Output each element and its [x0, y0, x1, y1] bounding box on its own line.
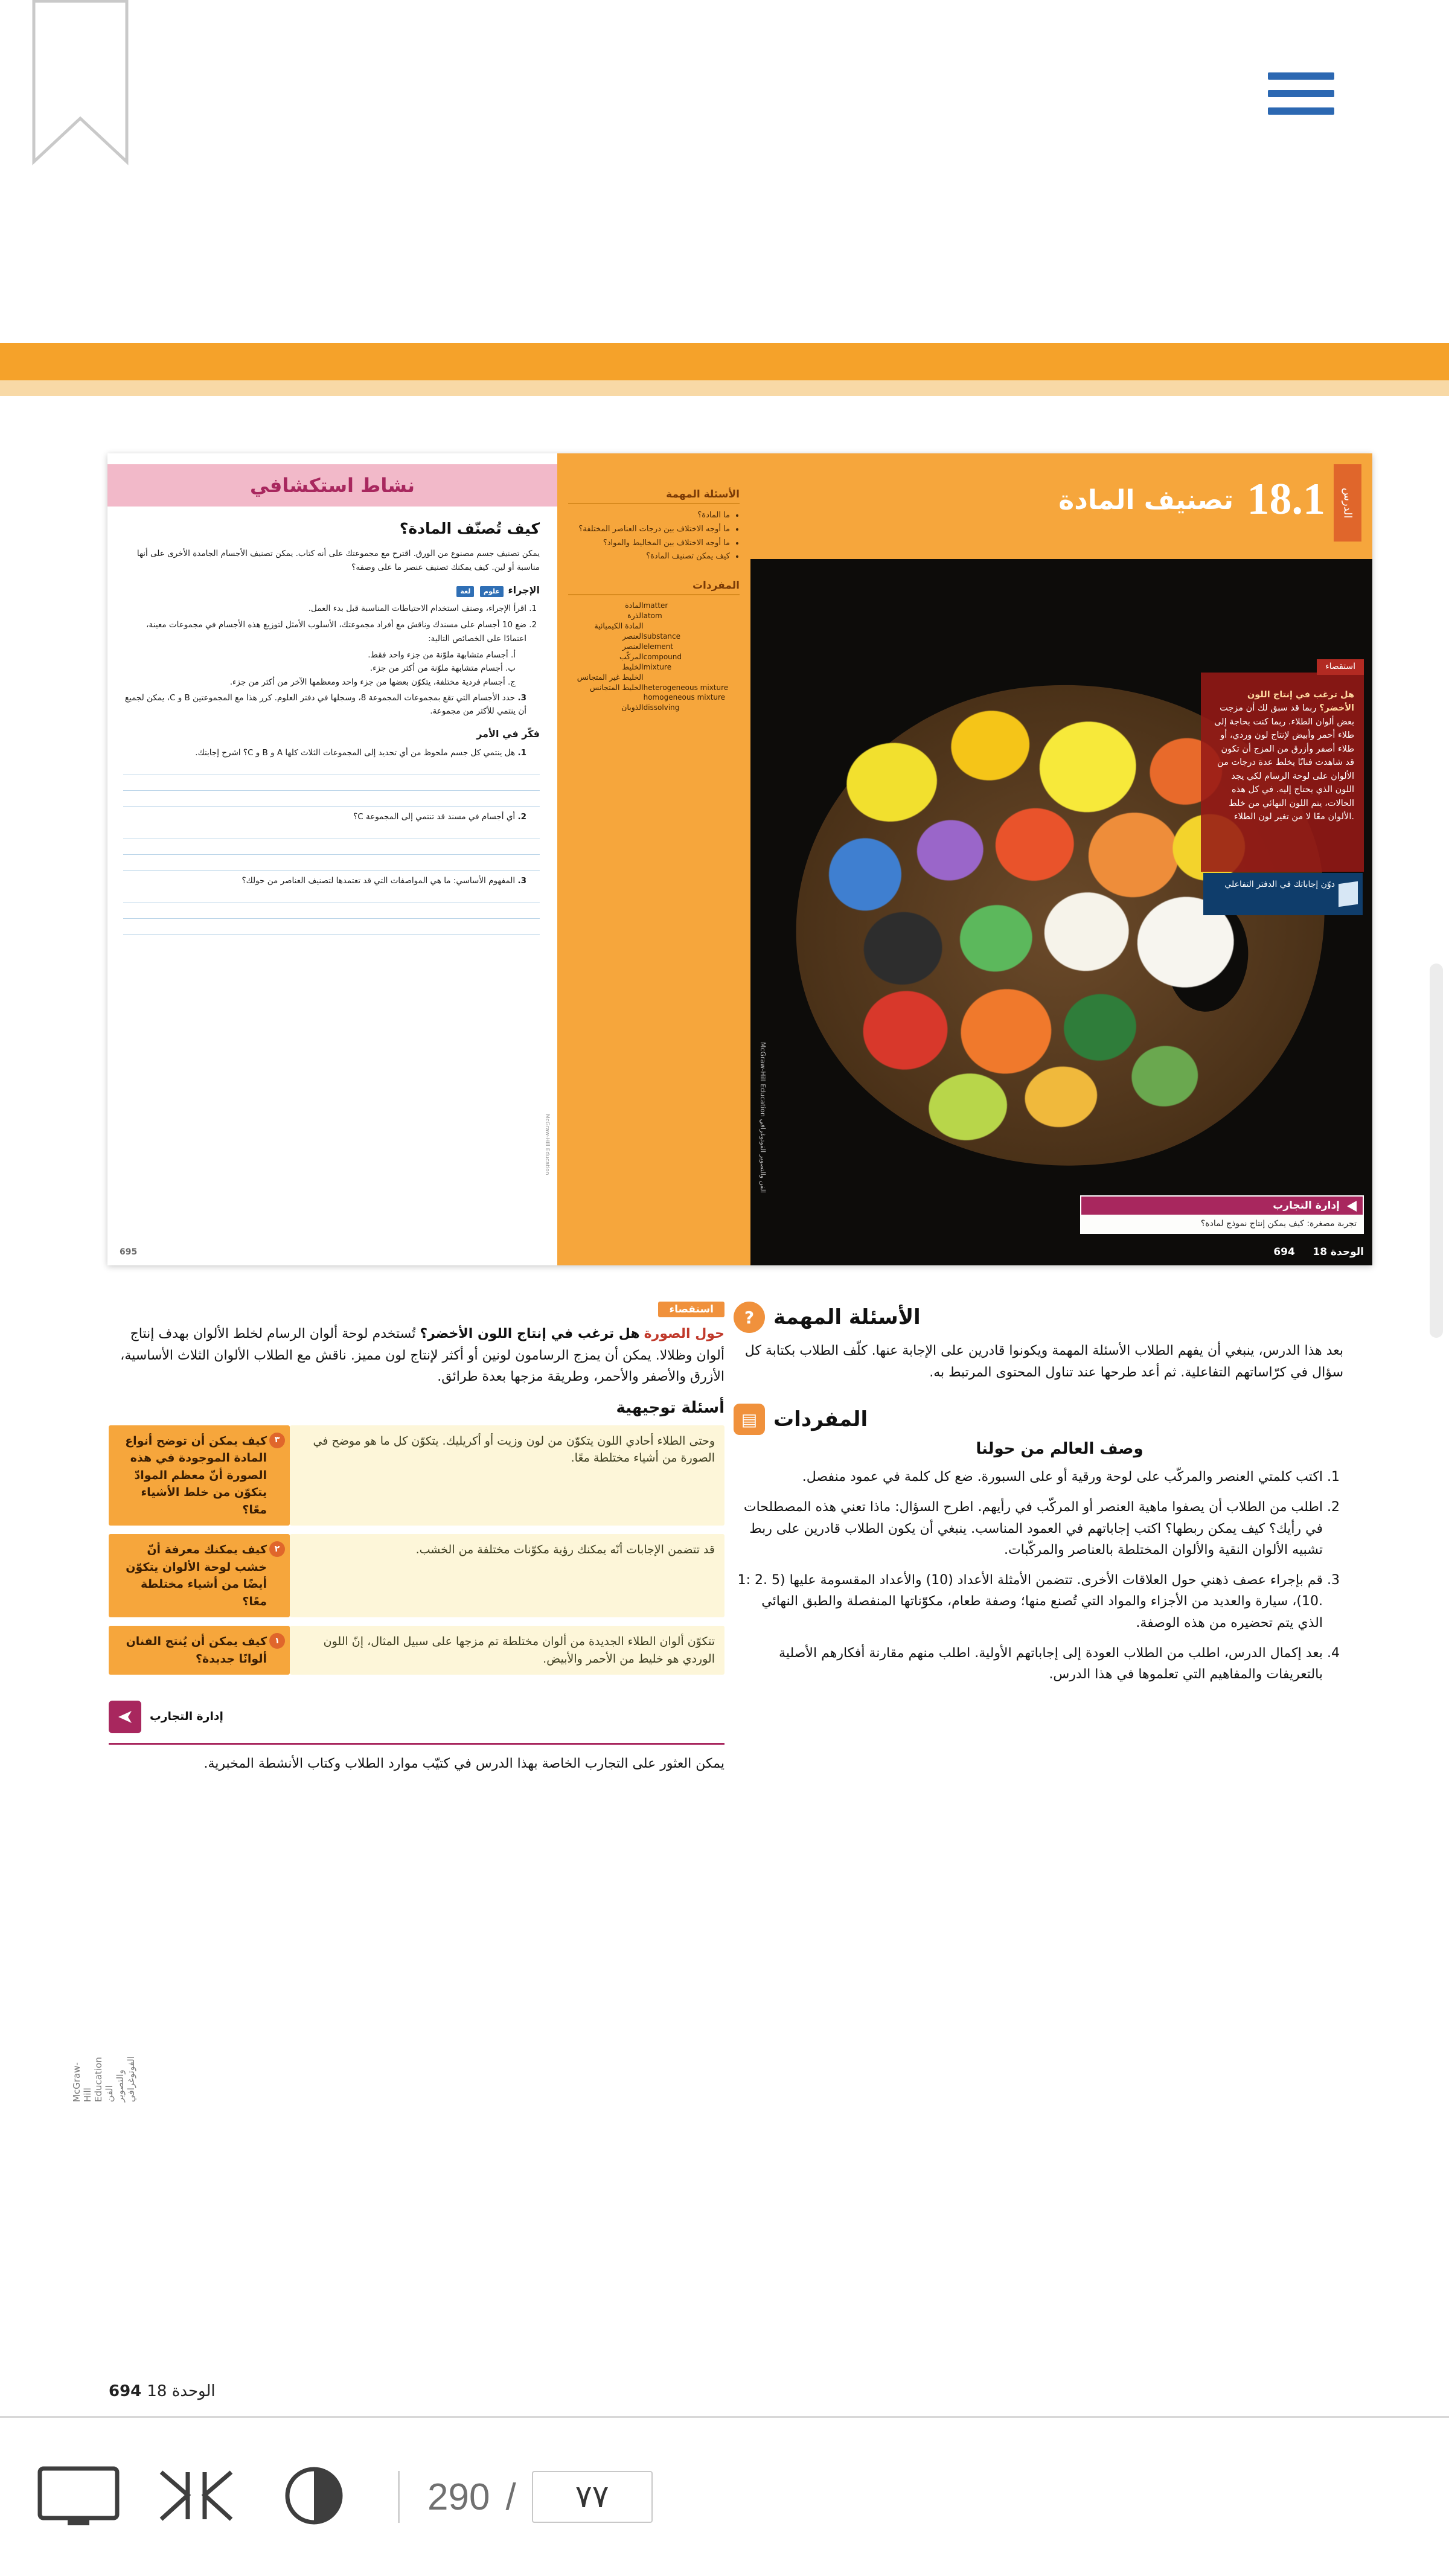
about-photo-question: هل ترغب في إنتاج اللون الأخضر؟ — [420, 1326, 640, 1341]
about-photo-text: تُستخدم لوحة ألوان الرسام لخلط الألوان بهدف إنتاج ألوان وظلالا. يمكن أن يمزج الرسامون لونين أو أكثر لإنتاج لون مميز. ناقش مع الطلاب الألوان الثلاث الأساسية، الأزرق والأصفر والأحمر، وطريقة مزجها بعدة طرائق. — [120, 1326, 724, 1385]
answer-line — [123, 792, 540, 807]
guiding-question-text: كيف يمكن أن توضح أنواع المادة الموجودة في هذه الصورة أنّ معظم الموادّ يتكوّن من خلط الأشياء معًا؟ — [125, 1434, 267, 1517]
vocab-ar: العنصر — [622, 642, 644, 651]
answer-line — [123, 904, 540, 919]
activity-panel — [107, 453, 557, 1265]
vocabulary-subtitle: وصف العالم من حولنا — [976, 1440, 1144, 1459]
lab-divider — [109, 1743, 724, 1775]
guiding-question-number: ٢ — [269, 1541, 285, 1557]
hamburger-menu-icon[interactable] — [1268, 72, 1334, 115]
activity-intro: يمكن تصنيف جسم مصنوع من الورق. اقترح مع مجموعتك على أنه كتاب. يمكن تصنيف الأجسام الجامدة الأخرى على أنها مناسبة أو لين. كيف يمكنك تصنيف عنصر ما على وصفه؟ — [136, 549, 540, 572]
menu-line-1 — [1268, 72, 1334, 80]
vocab-en: homogeneous mixture — [643, 693, 726, 702]
vocab-row — [568, 621, 740, 631]
monitor-icon[interactable] — [36, 2464, 121, 2530]
procedure-item-3: حدد الأجسام التي تقع بمجموعات المجموعة 8، وسجلها في دفتر العلوم. كرر هذا مع المجموعتين B و C، يمكن لجميع أن ينتمي للأكثر من مجموعة. — [124, 692, 526, 717]
sidebar-essential-item: • ما أوجه الاختلاف بين المخاليط والمواد؟ — [568, 537, 730, 551]
sidebar-essential-item: • ما أوجه الاختلاف بين درجات العناصر المختلفة؟ — [568, 523, 730, 537]
activity-page-number: 695 — [120, 1247, 138, 1257]
photo-credit: McGraw-Hill Education الفن والتصوير الفوتوغرافي — [759, 1042, 767, 1193]
vocab-ar: الذوبان — [621, 703, 644, 712]
chip-science: علوم — [480, 586, 504, 597]
guiding-question — [109, 1425, 290, 1526]
guiding-question-row — [109, 1425, 724, 1526]
lesson-page-footer — [1273, 1246, 1364, 1258]
paint-blob — [947, 706, 1034, 785]
activity-side-credit: McGraw-Hill Education — [544, 1113, 550, 1175]
paint-blob — [955, 983, 1057, 1080]
vocab-ar — [568, 692, 644, 702]
activity-question: هل ينتمي كل جسم ملحوظ من أي تحديد إلى المجموعات الثلاث كلها A و B و C؟ اشرح إجابتك. — [195, 747, 516, 758]
vocab-row — [568, 672, 740, 682]
vocabulary-step: 2. اطلب من الطلاب أن يصفوا ماهية العنصر أو المركّب في رأيهم. اطرح السؤال: ماذا تعني هذه المصطلحات في رأيك؟ كيف يمكن ربطها؟ اكتب إجاباتهم في العمود المناسب. ينبغي أن يكون الطلاب قادرين على ربط تشبيه الألوان النقية والألوان المختلطة بالعناصر والمركّبات. — [734, 1497, 1323, 1561]
answer-line — [123, 889, 540, 903]
vocab-ar: الخليط — [622, 662, 644, 671]
current-page-number: 290 — [427, 2476, 490, 2518]
guiding-question-number: ٣ — [269, 1433, 285, 1448]
guiding-question-row — [109, 1626, 724, 1675]
vocab-en: atom — [643, 611, 662, 620]
spread-lesson-page — [750, 453, 1372, 1265]
essential-questions-title: الأسئلة المهمة — [773, 1305, 921, 1329]
think-about-it-label: فكّر في الأمر — [476, 728, 540, 740]
spread-activity-page — [107, 453, 750, 1265]
procedure-label-text: الإجراء — [508, 584, 540, 596]
lesson-tab: الدرس — [1334, 464, 1361, 542]
menu-line-2 — [1268, 90, 1334, 97]
lab-management-heading-title: إدارة التجارب — [150, 1710, 223, 1724]
vocabulary-heading — [734, 1404, 1343, 1435]
essential-questions-heading — [734, 1302, 1343, 1333]
fit-to-screen-icon[interactable] — [154, 2464, 238, 2530]
flag-icon — [109, 1701, 141, 1733]
notebook-icon — [1339, 881, 1358, 907]
page-sheet — [0, 396, 1449, 2400]
sidebar-essential-item: • ما المادة؟ — [568, 509, 730, 523]
lesson-unit-label: الوحدة 18 — [1313, 1246, 1364, 1258]
guiding-question-number: ١ — [269, 1633, 285, 1649]
vocab-en: matter — [643, 601, 668, 610]
vocabulary-steps — [734, 1466, 1343, 1686]
vocab-row — [568, 641, 740, 651]
vocabulary-step: 3. قم بإجراء عصف ذهني حول العلاقات الأخرى. تتضمن الأمثلة الأعداد (10) والأعداد المقسومة عليها (5 .2 :1 .10)، سيارة والعديد من الأجزاء والمواد التي تُصنع منها؛ وصفة طعام، مكوّناتها المنفصلة والطبق النهائي الذي يتم تحضيره من هذه الوصفة. — [734, 1570, 1323, 1634]
bookmark-icon[interactable] — [29, 0, 132, 217]
activity-body: كيف تُصنّف المادة؟ يمكن تصنيف جسم مصنوع من الورق. اقترح مع مجموعتك على أنه كتاب. يمكن تصنيف الأجسام الجامدة الأخرى على أنها مناسبة أو لين. كيف يمكنك تصنيف عنصر ما على وصفه؟ الإجراء علوم لغة 1. اقرأ الإجراء، وصنف استخدام الاحتياطات المناسبة قبل بدء العمل. 2. ضع 10 أجسام على مسندك وناقش مع أفراد مجموعتك، الأسلوب الأمثل لتوزيع هذه الأجسام في مجموعات معينة، اعتمادًا على الخصائص التالية: أ. أجسام متشابهة ملوّنة من جزء واحد فقط. ب. أجسام متشابهة ملوّنة من أكثر من جزء. ج. أجسام فردية مختلفة، يتكوّن بعضها من جزء واحد ومعظمها الآخر من أكثر من جزء. 3. حدد الأجسام التي تقع بمجموعات المجموعة 8، وسجلها في دفتر العلوم. كرر هذا مع المجموعتين B و C، يمكن لجميع أن ينتمي للأكثر من مجموعة. فكّر في الأمر 1. هل ينتمي كل جسم ملحوظ من أي تحديد إلى المجموعات الثلاث كلها A و B و C؟ اشرح إجابتك. 2. أي أجسام في مسند قد تنتمي إلى المجموعة C؟ 3. المفهوم الأساسي: ما هي المواصفات التي قد تعتمدها لتصنيف العناصر من حولك؟ — [123, 516, 540, 936]
page-separator: / — [505, 2476, 516, 2518]
answer-line — [123, 776, 540, 791]
vocab-en — [644, 672, 740, 682]
paint-blob — [924, 1069, 1011, 1145]
chip-language: لغة — [456, 586, 474, 597]
guiding-question-text: كيف يمكنك معرفة أنّ خشب لوحة الألوان يتكوّن أيضًا من أشياء مختلطة معًا؟ — [126, 1543, 267, 1608]
notebook-callout — [1203, 873, 1363, 915]
bottom-toolbar — [0, 2416, 1449, 2576]
guiding-question — [109, 1534, 290, 1617]
paint-blob — [842, 737, 942, 828]
vocab-table — [568, 600, 740, 712]
paint-blob — [956, 901, 1037, 977]
about-photo-title: حول الصورة — [644, 1326, 724, 1341]
paint-blob — [1083, 807, 1185, 904]
about-photo-paragraph — [109, 1323, 724, 1388]
page-side-credit: McGraw-Hill Education الفن والتصوير الفوتوغرافي — [71, 2056, 136, 2102]
procedure-item: 2. ضع 10 أجسام على مسندك وناقش مع أفراد مجموعتك، الأسلوب الأمثل لتوزيع هذه الأجسام في مجموعات معينة، اعتمادًا على الخصائص التالية: — [123, 618, 526, 645]
vocab-row — [568, 702, 740, 712]
book-icon: ▤ — [734, 1404, 765, 1435]
paint-blob — [824, 834, 906, 916]
guiding-answer: وحتى الطلاء أحادي اللون يتكوّن من لون وزيت أو أكريليك. يتكوّن كل ما هو موضح في الصورة من أشياء مختلطة معًا. — [290, 1425, 724, 1526]
answer-line — [123, 825, 540, 839]
footer-page-number: 694 — [109, 2382, 142, 2400]
vocab-ar: المادة — [625, 601, 644, 610]
lab-management-note: يمكن العثور على التجارب الخاصة بهذا الدرس في كتيّب موارد الطلاب وكتاب الأنشطة المخبرية. — [203, 1756, 724, 1771]
inquiry-callout-tab: استقصاء — [1317, 659, 1364, 675]
vocab-en: substance — [643, 631, 680, 641]
paint-blob — [1060, 989, 1140, 1066]
lab-management-header — [1081, 1197, 1363, 1215]
vocab-en: heterogeneous mixture — [643, 683, 729, 692]
vocab-ar: الخليط غير المتجانس — [577, 673, 644, 682]
top-bar — [0, 0, 1449, 338]
guiding-answer: قد تتضمن الإجابات أنّه يمكنك رؤية مكوّنات مختلفة من الخشب. — [290, 1534, 724, 1617]
vocabulary-step: 4. بعد إكمال الدرس، اطلب من الطلاب العودة إلى إجاباتهم الأولية. اطلب منهم مقارنة أفكارهم الأصلية بالتعريفات والمفاهيم التي تعلموها في هذا الدرس. — [734, 1643, 1323, 1686]
paint-blob — [1128, 1042, 1202, 1111]
vocab-row — [568, 662, 740, 672]
vocabulary-step: 1. اكتب كلمتي العنصر والمركّب على لوحة ورقية أو على السبورة. ضع كل كلمة في عمود منفصل. — [734, 1466, 1323, 1488]
procedure-subitem: ج. أجسام فردية مختلفة، يتكوّن بعضها من جزء واحد ومعظمها الآخر من أكثر من جزء. — [229, 677, 516, 687]
guiding-question-text: كيف يمكن أن يُنتج الفنان ألوانًا جديدة؟ — [126, 1635, 267, 1666]
guiding-question-row — [109, 1534, 724, 1617]
orange-band — [0, 343, 1449, 380]
lab-management-title: إدارة التجارب — [1273, 1200, 1340, 1212]
vocab-ar: الذرة — [627, 611, 644, 620]
paint-blob — [1034, 715, 1142, 819]
footer-unit-label: الوحدة 18 — [147, 2382, 216, 2400]
sidebar-vocab-title — [568, 580, 740, 595]
vocab-ar: الخليط المتجانس — [589, 683, 644, 692]
notebook-callout-text: دوّن إجاباتك في الدفتر التفاعلي — [1224, 880, 1335, 889]
contrast-icon[interactable] — [272, 2464, 356, 2530]
paint-blob — [1039, 887, 1134, 977]
paint-blob — [991, 804, 1078, 886]
lab-management-box — [1080, 1195, 1364, 1234]
sidebar-essential-list — [568, 509, 740, 564]
inquiry-callout — [1201, 662, 1364, 872]
lesson-page-number: 694 — [1273, 1246, 1295, 1258]
book-spread[interactable] — [107, 453, 1372, 1265]
vocab-row — [568, 651, 740, 662]
flag-icon — [1347, 1201, 1357, 1212]
answer-line — [123, 856, 540, 871]
lab-management-text: تجربة مصغرة: كيف يمكن إنتاج نموذج لمادة؟ — [1200, 1219, 1357, 1229]
vocab-row — [568, 610, 740, 621]
essential-questions-text: بعد هذا الدرس، ينبغي أن يفهم الطلاب الأسئلة المهمة ويكونوا قادرين على الإجابة عنها. كلّف الطلاب بكتابة كل سؤال في كرّاساتهم التفاعلية. ثم أعد طرحها عند تناول المحتوى المرتبط به. — [744, 1343, 1343, 1380]
vocab-ar: المركّب — [619, 652, 644, 661]
guiding-questions-title: أسئلة توجيهية — [616, 1398, 724, 1417]
guiding-question — [109, 1626, 290, 1675]
procedure-item: 1. اقرأ الإجراء، وصنف استخدام الاحتياطات المناسبة قبل بدء العمل. — [123, 602, 526, 615]
answer-line — [123, 840, 540, 855]
sidebar-essential-title — [568, 488, 740, 504]
procedure-label — [123, 583, 540, 598]
answer-line — [123, 761, 540, 775]
procedure-subitem: ب. أجسام متشابهة ملوّنة من أكثر من جزء. — [369, 663, 516, 674]
paint-blob — [858, 986, 953, 1075]
inquiry-callout-text: ربما قد سبق لك أن مزجت بعض ألوان الطلاء. ربما كنت بحاجة إلى طلاء أحمر وأبيض لإنتاج لون وردي، أو طلاء أصفر وأزرق من المزج أن تكون قد شاهدت فنانًا يخلط عدة درجات من الألوان على لوحة الرسام لكي يجد اللون الذي يحتاج إليه. في كل هذه الحالات، يتم اللون النهائي من خلط الألوان معًا لا من تغير لون الطلاء. — [1214, 703, 1354, 822]
activity-header-label: نشاط استكشافي — [250, 474, 415, 497]
page-footer — [109, 2382, 237, 2400]
activity-title: كيف تُصنّف المادة؟ — [399, 520, 540, 537]
vocab-en: mixture — [643, 662, 672, 671]
lesson-header — [750, 453, 1372, 559]
vocab-row — [568, 682, 740, 692]
vocabulary-title: المفردات — [773, 1407, 868, 1432]
procedure-list — [123, 602, 540, 645]
activity-question: أي أجسام في مسند قد تنتمي إلى المجموعة C؟ — [353, 811, 516, 822]
notes-left-column — [109, 1302, 724, 1784]
palette-photo — [750, 559, 1372, 1265]
sidebar-essential-title-text: الأسئلة المهمة — [666, 488, 740, 500]
guiding-answer: تتكوّن ألوان الطلاء الجديدة من ألوان مختلطة تم مزجها على سبيل المثال، إنّ اللون الوردي هو خليط من الأحمر والأبيض. — [290, 1626, 724, 1675]
paint-blob — [1021, 1062, 1101, 1132]
lesson-title: تصنيف المادة — [1058, 485, 1233, 516]
page-input[interactable] — [532, 2471, 653, 2523]
vocab-en: element — [643, 642, 674, 651]
paint-blob — [859, 907, 947, 990]
vocab-row — [568, 631, 740, 641]
activity-header — [107, 464, 557, 507]
lesson-sidebar — [557, 453, 750, 1265]
vertical-scrollbar[interactable] — [1430, 964, 1443, 1338]
sidebar-vocab-title-text: المفردات — [692, 580, 740, 592]
vocab-row — [568, 692, 740, 702]
vocab-ar: العنصر — [622, 631, 644, 641]
notes-right-column — [734, 1302, 1343, 1694]
paint-blob — [913, 816, 987, 885]
page-input-value: ٧٧ — [575, 2479, 609, 2514]
orange-band-lower — [0, 380, 1449, 396]
vocab-en — [644, 621, 740, 631]
vocab-row — [568, 600, 740, 610]
activity-question: المفهوم الأساسي: ما هي المواصفات التي قد تعتمدها لتصنيف العناصر من حولك؟ — [242, 876, 516, 886]
lesson-number: 18.1 — [1247, 475, 1325, 524]
inquiry-tag: استقصاء — [658, 1302, 724, 1317]
menu-line-3 — [1268, 107, 1334, 115]
question-mark-icon: ? — [734, 1302, 765, 1333]
vocab-en: dissolving — [643, 703, 680, 712]
page-indicator — [398, 2471, 653, 2523]
inquiry-callout-title: هل ترغب في إنتاج اللون الأخضر؟ — [1247, 690, 1354, 714]
vocab-ar: المادة الكيميائية — [594, 621, 644, 630]
vocab-en: compound — [643, 652, 682, 661]
answer-line — [123, 920, 540, 935]
procedure-subitem: أ. أجسام متشابهة ملوّنة من جزء واحد فقط. — [368, 650, 516, 660]
sidebar-essential-item: • كيف يمكن تصنيف المادة؟ — [568, 550, 730, 564]
lab-management-heading — [109, 1699, 724, 1734]
